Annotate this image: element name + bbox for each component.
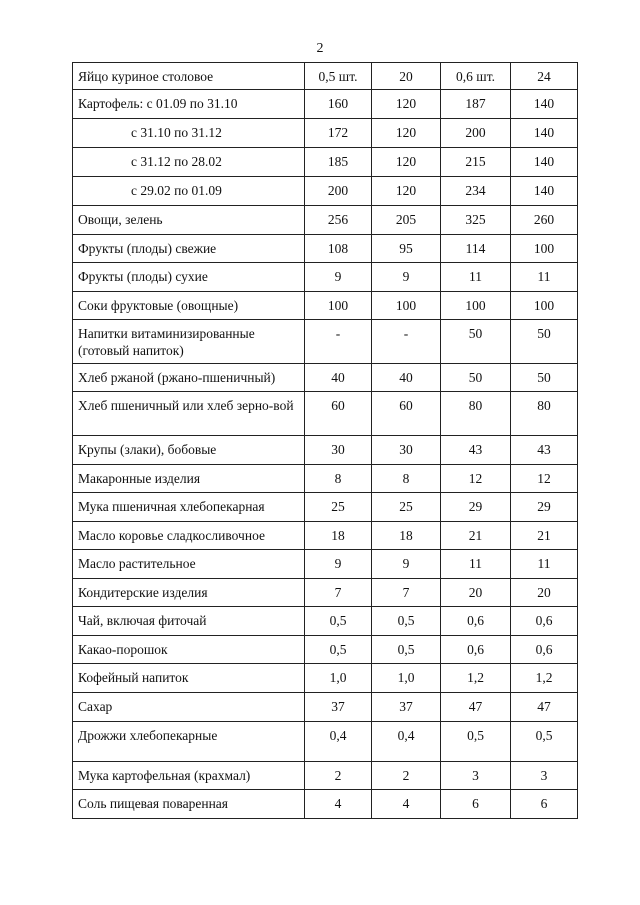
value-cell-v3: 1,2 xyxy=(441,664,511,693)
value-cell-v1: 0,5 шт. xyxy=(305,63,372,90)
value-cell-v4: 3 xyxy=(511,762,578,790)
table-row xyxy=(73,90,578,119)
value-cell-v2: 120 xyxy=(372,148,441,177)
table-row xyxy=(73,465,578,493)
value-cell-v2: 120 xyxy=(372,177,441,206)
value-cell-v4: 50 xyxy=(511,320,578,364)
product-name-cell: с 29.02 по 01.09 xyxy=(73,177,305,206)
table-row xyxy=(73,636,578,664)
value-cell-v2: 37 xyxy=(372,693,441,722)
value-cell-v3: 0,6 xyxy=(441,636,511,664)
product-name-cell: Картофель: с 01.09 по 31.10 xyxy=(73,90,305,119)
value-cell-v3: 20 xyxy=(441,579,511,607)
product-name-cell: Масло растительное xyxy=(73,550,305,579)
value-cell-v4: 80 xyxy=(511,392,578,436)
table-row xyxy=(73,320,578,364)
value-cell-v4: 11 xyxy=(511,263,578,292)
table-row xyxy=(73,436,578,465)
value-cell-v4: 50 xyxy=(511,364,578,392)
product-name-cell: Напитки витаминизированные (готовый напиток) xyxy=(73,320,305,364)
product-name-cell: Хлеб пшеничный или хлеб зерно-вой xyxy=(73,392,305,436)
product-name-cell: Масло коровье сладкосливочное xyxy=(73,522,305,550)
value-cell-v1: 8 xyxy=(305,465,372,493)
value-cell-v4: 140 xyxy=(511,90,578,119)
value-cell-v2: 8 xyxy=(372,465,441,493)
table-row xyxy=(73,364,578,392)
value-cell-v4: 140 xyxy=(511,177,578,206)
value-cell-v4: 47 xyxy=(511,693,578,722)
table-row xyxy=(73,63,578,90)
table-row xyxy=(73,762,578,790)
value-cell-v3: 43 xyxy=(441,436,511,465)
value-cell-v3: 200 xyxy=(441,119,511,148)
page-number: 2 xyxy=(316,41,324,56)
product-name-cell: Мука пшеничная хлебопекарная xyxy=(73,493,305,522)
value-cell-v4: 0,6 xyxy=(511,607,578,636)
value-cell-v1: 200 xyxy=(305,177,372,206)
value-cell-v4: 1,2 xyxy=(511,664,578,693)
product-name-cell: Фрукты (плоды) сухие xyxy=(73,263,305,292)
value-cell-v4: 0,6 xyxy=(511,636,578,664)
value-cell-v3: 47 xyxy=(441,693,511,722)
table-row xyxy=(73,550,578,579)
value-cell-v4: 24 xyxy=(511,63,578,90)
value-cell-v3: 50 xyxy=(441,320,511,364)
table-row xyxy=(73,392,578,436)
table-row xyxy=(73,206,578,235)
value-cell-v4: 6 xyxy=(511,790,578,819)
value-cell-v1: 256 xyxy=(305,206,372,235)
value-cell-v4: 100 xyxy=(511,292,578,320)
product-name-cell: Кофейный напиток xyxy=(73,664,305,693)
value-cell-v2: 205 xyxy=(372,206,441,235)
value-cell-v1: 1,0 xyxy=(305,664,372,693)
table-row xyxy=(73,119,578,148)
table-row xyxy=(73,607,578,636)
value-cell-v3: 12 xyxy=(441,465,511,493)
table-row xyxy=(73,790,578,819)
value-cell-v1: 7 xyxy=(305,579,372,607)
value-cell-v3: 6 xyxy=(441,790,511,819)
product-name-cell: Соки фруктовые (овощные) xyxy=(73,292,305,320)
table-row xyxy=(73,664,578,693)
value-cell-v1: 9 xyxy=(305,263,372,292)
value-cell-v1: 0,5 xyxy=(305,636,372,664)
value-cell-v4: 43 xyxy=(511,436,578,465)
food-norms-table xyxy=(72,62,578,819)
value-cell-v1: 9 xyxy=(305,550,372,579)
table-row xyxy=(73,148,578,177)
table-row xyxy=(73,722,578,762)
product-name-cell: Какао-порошок xyxy=(73,636,305,664)
product-name-cell: Мука картофельная (крахмал) xyxy=(73,762,305,790)
product-name-cell: Сахар xyxy=(73,693,305,722)
value-cell-v2: 0,5 xyxy=(372,607,441,636)
value-cell-v4: 12 xyxy=(511,465,578,493)
value-cell-v4: 100 xyxy=(511,235,578,263)
value-cell-v2: 7 xyxy=(372,579,441,607)
value-cell-v1: 2 xyxy=(305,762,372,790)
value-cell-v3: 100 xyxy=(441,292,511,320)
product-name-cell: с 31.10 по 31.12 xyxy=(73,119,305,148)
value-cell-v3: 11 xyxy=(441,550,511,579)
value-cell-v4: 20 xyxy=(511,579,578,607)
value-cell-v2: 0,4 xyxy=(372,722,441,762)
value-cell-v1: 108 xyxy=(305,235,372,263)
value-cell-v1: 0,5 xyxy=(305,607,372,636)
value-cell-v1: 60 xyxy=(305,392,372,436)
value-cell-v3: 215 xyxy=(441,148,511,177)
value-cell-v1: 160 xyxy=(305,90,372,119)
value-cell-v1: 185 xyxy=(305,148,372,177)
value-cell-v3: 29 xyxy=(441,493,511,522)
product-name-cell: Хлеб ржаной (ржано-пшеничный) xyxy=(73,364,305,392)
value-cell-v3: 80 xyxy=(441,392,511,436)
value-cell-v3: 187 xyxy=(441,90,511,119)
table-row xyxy=(73,235,578,263)
product-name-cell: Крупы (злаки), бобовые xyxy=(73,436,305,465)
value-cell-v4: 140 xyxy=(511,148,578,177)
product-name-cell: Овощи, зелень xyxy=(73,206,305,235)
value-cell-v2: 9 xyxy=(372,550,441,579)
value-cell-v4: 11 xyxy=(511,550,578,579)
value-cell-v1: 18 xyxy=(305,522,372,550)
value-cell-v2: 25 xyxy=(372,493,441,522)
value-cell-v1: 25 xyxy=(305,493,372,522)
product-name-cell: Чай, включая фиточай xyxy=(73,607,305,636)
value-cell-v2: 95 xyxy=(372,235,441,263)
table-row xyxy=(73,263,578,292)
table-row xyxy=(73,493,578,522)
product-name-cell: Макаронные изделия xyxy=(73,465,305,493)
value-cell-v4: 21 xyxy=(511,522,578,550)
value-cell-v2: 30 xyxy=(372,436,441,465)
value-cell-v3: 11 xyxy=(441,263,511,292)
value-cell-v2: 18 xyxy=(372,522,441,550)
product-name-cell: Соль пищевая поваренная xyxy=(73,790,305,819)
value-cell-v1: 30 xyxy=(305,436,372,465)
value-cell-v3: 50 xyxy=(441,364,511,392)
value-cell-v4: 0,5 xyxy=(511,722,578,762)
value-cell-v2: 0,5 xyxy=(372,636,441,664)
value-cell-v2: - xyxy=(372,320,441,364)
value-cell-v3: 325 xyxy=(441,206,511,235)
value-cell-v3: 234 xyxy=(441,177,511,206)
value-cell-v2: 60 xyxy=(372,392,441,436)
value-cell-v2: 100 xyxy=(372,292,441,320)
value-cell-v4: 260 xyxy=(511,206,578,235)
value-cell-v2: 4 xyxy=(372,790,441,819)
value-cell-v2: 20 xyxy=(372,63,441,90)
product-name-cell: Яйцо куриное столовое xyxy=(73,63,305,90)
table-row xyxy=(73,292,578,320)
value-cell-v1: 4 xyxy=(305,790,372,819)
product-name-cell: с 31.12 по 28.02 xyxy=(73,148,305,177)
value-cell-v3: 114 xyxy=(441,235,511,263)
value-cell-v2: 120 xyxy=(372,119,441,148)
product-name-cell: Фрукты (плоды) свежие xyxy=(73,235,305,263)
value-cell-v3: 21 xyxy=(441,522,511,550)
value-cell-v3: 3 xyxy=(441,762,511,790)
value-cell-v1: 100 xyxy=(305,292,372,320)
table-row xyxy=(73,177,578,206)
value-cell-v1: 0,4 xyxy=(305,722,372,762)
product-name-cell: Кондитерские изделия xyxy=(73,579,305,607)
value-cell-v3: 0,6 xyxy=(441,607,511,636)
table-row xyxy=(73,579,578,607)
value-cell-v2: 2 xyxy=(372,762,441,790)
value-cell-v1: - xyxy=(305,320,372,364)
value-cell-v4: 29 xyxy=(511,493,578,522)
value-cell-v4: 140 xyxy=(511,119,578,148)
table-body xyxy=(73,63,578,819)
value-cell-v3: 0,5 xyxy=(441,722,511,762)
product-name-cell: Дрожжи хлебопекарные xyxy=(73,722,305,762)
value-cell-v1: 37 xyxy=(305,693,372,722)
value-cell-v2: 120 xyxy=(372,90,441,119)
value-cell-v2: 40 xyxy=(372,364,441,392)
value-cell-v1: 40 xyxy=(305,364,372,392)
table-row xyxy=(73,693,578,722)
table-row xyxy=(73,522,578,550)
value-cell-v2: 1,0 xyxy=(372,664,441,693)
value-cell-v2: 9 xyxy=(372,263,441,292)
value-cell-v3: 0,6 шт. xyxy=(441,63,511,90)
value-cell-v1: 172 xyxy=(305,119,372,148)
